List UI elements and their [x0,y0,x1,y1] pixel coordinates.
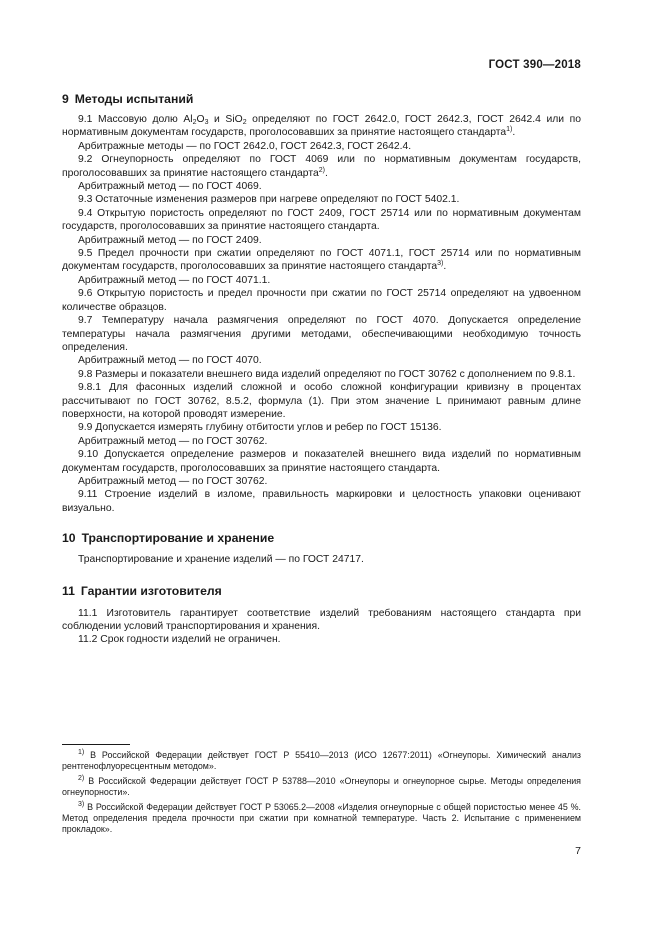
paragraph-9-2: 9.2 Огнеупорность определяют по ГОСТ 4069 или по нормативным документам государств, проголосовавших за принятие настоящего стандарта$^{2)}$. [62,154,581,179]
footnotes [62,750,581,839]
paragraph-9-10: 9.10 Допускается определение размеров и показателей внешнего вида изделий по нормативным документам государств, проголосовавших за принятие настоящего стандарта. [62,449,581,474]
section-number: 10 [62,531,76,546]
paragraph-arbitration: Арбитражные методы — по ГОСТ 2642.0, ГОСТ 2642.3, ГОСТ 2642.4. [78,140,412,152]
paragraph-9-6: 9.6 Открытую пористость и предел прочности при сжатии по ГОСТ 25714 определяют на удвоенном количестве образцов. [62,288,581,313]
paragraph-9-8: 9.8 Размеры и показатели внешнего вида изделий определяют по ГОСТ 30762 с дополнением по 9.8.1. [78,368,576,380]
footnote-2: $^{2)}$ В Российской Федерации действует ГОСТ Р 53788—2010 «Огнеупоры и огнеупорное сырье. Методы определения огнеупорности». [62,774,581,798]
page-number: 7 [575,845,581,857]
footnote-ref-1[interactable]: 1) [506,126,513,134]
section-heading-9 [62,92,581,107]
footnote-divider [62,744,130,745]
paragraph-9-9: 9.9 Допускается измерять глубину отбитости углов и ребер по ГОСТ 15136. [78,422,442,434]
footnote-ref-2[interactable]: 2) [318,166,325,174]
section-heading-10 [62,531,581,546]
paragraph-9-5: 9.5 Предел прочности при сжатии определяют по ГОСТ 4071.1, ГОСТ 25714 или по нормативным документам государств, проголосовавших за принятие настоящего стандарта$^{3)}$. [62,248,581,273]
footnote-3: $^{3)}$ В Российской Федерации действует ГОСТ Р 53065.2—2008 «Изделия огнеупорные с общей пористостью менее 45 %. Метод определения предела прочности при сжатии при комнатной температуре. Часть 2. Испытание с применением прокладок». [62,800,581,835]
section-number: 11 [62,583,75,598]
paragraph-9-3: 9.3 Остаточные изменения размеров при нагреве определяют по ГОСТ 5402.1. [78,194,460,206]
footnote-ref-3[interactable]: 3) [437,260,444,268]
paragraph-arbitration: Арбитражный метод — по ГОСТ 2409. [78,234,262,246]
section-title: Методы испытаний [74,92,194,106]
paragraph-arbitration: Арбитражный метод — по ГОСТ 30762. [78,475,268,487]
section-number: 9 [62,92,69,106]
document-header: ГОСТ 390—2018 [488,59,581,71]
section-heading-11 [62,584,581,599]
footnote-1: $^{1)}$ В Российской Федерации действует ГОСТ Р 55410—2013 (ИСО 12677:2011) «Огнеупоры. Химический анализ рентгенофлуоресцентным методом». [62,749,581,772]
paragraph-11-2: 11.2 Срок годности изделий не ограничен. [78,634,281,646]
paragraph-arbitration: Арбитражный метод — по ГОСТ 4070. [78,355,262,367]
paragraph-9-8-1: 9.8.1 Для фасонных изделий сложной и особо сложной конфигурации кривизну в процентах рассчитывают по ГОСТ 30762, 8.5.2, формула (1). При этом значение L принимают равным длине поверхности, на которой проводят измерение. [62,382,581,420]
paragraph-arbitration: Арбитражный метод — по ГОСТ 30762. [78,435,268,447]
paragraph-arbitration: Арбитражный метод — по ГОСТ 4069. [78,181,262,193]
document-body [62,92,581,647]
section-title: Гарантии изготовителя [80,583,222,598]
paragraph-arbitration: Арбитражный метод — по ГОСТ 4071.1. [78,274,271,286]
paragraph-9-7: 9.7 Температуру начала размягчения определяют по ГОСТ 4070. Допускается определение температуры начала размягчения другими методами, обеспечивающими необходимую точность определения. [62,315,581,353]
paragraph-9-4: 9.4 Открытую пористость определяют по ГОСТ 2409, ГОСТ 25714 или по нормативным документам государств, проголосовавших за принятие настоящего стандарта. [62,207,581,233]
section-title: Транспортирование и хранение [81,531,275,546]
paragraph-11-1: 11.1 Изготовитель гарантирует соответствие изделий требованиям настоящего стандарта при соблюдении условий транспортирования и хранения. [62,607,581,632]
paragraph-10: Транспортирование и хранение изделий — по ГОСТ 24717. [78,554,364,566]
paragraph-9-11: 9.11 Строение изделий в изломе, правильность маркировки и целостность упаковки оценивают визуально. [62,489,581,514]
paragraph-9-1: 9.1 Массовую долю $Al_2O_3$ и SiO$_2$ определяют по ГОСТ 2642.0, ГОСТ 2642.3, ГОСТ 2642.4 или по нормативным документам государств, проголосовавших за принятие настоящего стандарта$^{1)}$. [62,114,581,139]
